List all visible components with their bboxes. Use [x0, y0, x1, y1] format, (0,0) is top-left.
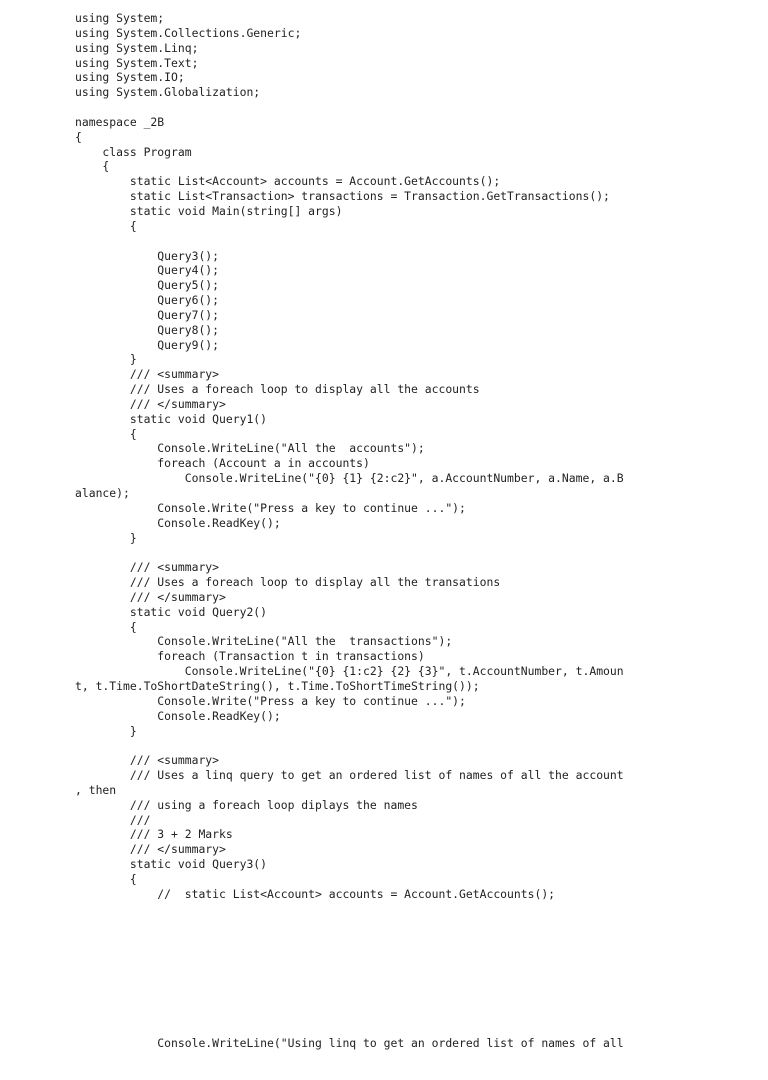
code-line: t, t.Time.ToShortDateString(), t.Time.ToShortTimeString()); [75, 678, 480, 693]
code-line: { [75, 218, 137, 233]
code-line: /// </summary> [75, 589, 226, 604]
code-line: using System.Globalization; [75, 85, 261, 100]
code-line: using System; [75, 11, 165, 25]
code-line [75, 738, 624, 753]
code-line: using System.IO; [75, 70, 185, 85]
code-line: using System.Text; [75, 55, 199, 70]
code-line: foreach (Account a in accounts) [75, 456, 370, 471]
code-line: static void Main(string[] args) [75, 203, 343, 218]
code-line: static void Query3() [75, 857, 268, 872]
code-line [75, 234, 624, 249]
code-line: { [75, 619, 137, 634]
code-line: { [75, 129, 82, 144]
code-line: { [75, 159, 110, 174]
code-line: Console.WriteLine("All the transactions"); [75, 634, 453, 649]
code-line: Query6(); [75, 293, 220, 308]
code-line: namespace _2B [75, 114, 165, 129]
code-line: alance); [75, 486, 130, 500]
code-line: Console.WriteLine("Using linq to get an ordered list of names of all [75, 1035, 624, 1050]
code-line: /// <summary> [75, 753, 220, 768]
code-line: foreach (Transaction t in transactions) [75, 649, 425, 664]
code-line [75, 100, 624, 115]
code-line [75, 545, 624, 560]
code-listing [75, 11, 624, 902]
code-line: } [75, 723, 137, 738]
code-line: Query9(); [75, 337, 220, 352]
code-line: /// <summary> [75, 560, 220, 575]
code-line: Console.Write("Press a key to continue ..."); [75, 693, 466, 708]
code-line: using System.Collections.Generic; [75, 25, 302, 40]
code-line: // static List<Account> accounts = Account.GetAccounts(); [75, 886, 556, 901]
code-line: /// [75, 812, 151, 827]
code-line: Query8(); [75, 322, 220, 337]
code-line: Query5(); [75, 278, 220, 293]
code-listing-continuation [75, 1006, 624, 1080]
code-line: } [75, 530, 137, 545]
code-line: { [75, 871, 137, 886]
code-line: /// <summary> [75, 367, 220, 382]
code-line: /// Uses a foreach loop to display all the accounts [75, 382, 480, 397]
code-line: static void Query1() [75, 411, 268, 426]
code-line: Query4(); [75, 263, 220, 278]
code-line: Console.WriteLine("All the accounts"); [75, 441, 425, 456]
code-line: Console.WriteLine("{0} {1:c2} {2} {3}", t.AccountNumber, t.Amoun [75, 664, 624, 679]
code-line: /// Uses a linq query to get an ordered list of names of all the account [75, 768, 624, 783]
code-line: /// </summary> [75, 396, 226, 411]
code-line: { [75, 426, 137, 441]
code-line: Console.Write("Press a key to continue ..."); [75, 500, 466, 515]
code-line: Query3(); [75, 248, 220, 263]
code-line: Console.ReadKey(); [75, 708, 281, 723]
code-line: Console.WriteLine("{0} {1} {2:c2}", a.AccountNumber, a.Name, a.B [75, 471, 624, 486]
code-line: Query7(); [75, 307, 220, 322]
code-line: static void Query2() [75, 604, 268, 619]
code-line: /// Uses a foreach loop to display all the transations [75, 575, 501, 590]
code-line: class Program [75, 144, 192, 159]
code-line: /// using a foreach loop diplays the names [75, 797, 418, 812]
code-line: using System.Linq; [75, 40, 199, 55]
code-line: static List<Account> accounts = Account.GetAccounts(); [75, 174, 501, 189]
code-line: /// </summary> [75, 842, 226, 857]
code-line: Console.ReadKey(); [75, 515, 281, 530]
code-line: , then [75, 782, 117, 797]
code-line: /// 3 + 2 Marks [75, 827, 233, 842]
code-line: } [75, 352, 137, 367]
code-line: static List<Transaction> transactions = Transaction.GetTransactions(); [75, 189, 610, 204]
